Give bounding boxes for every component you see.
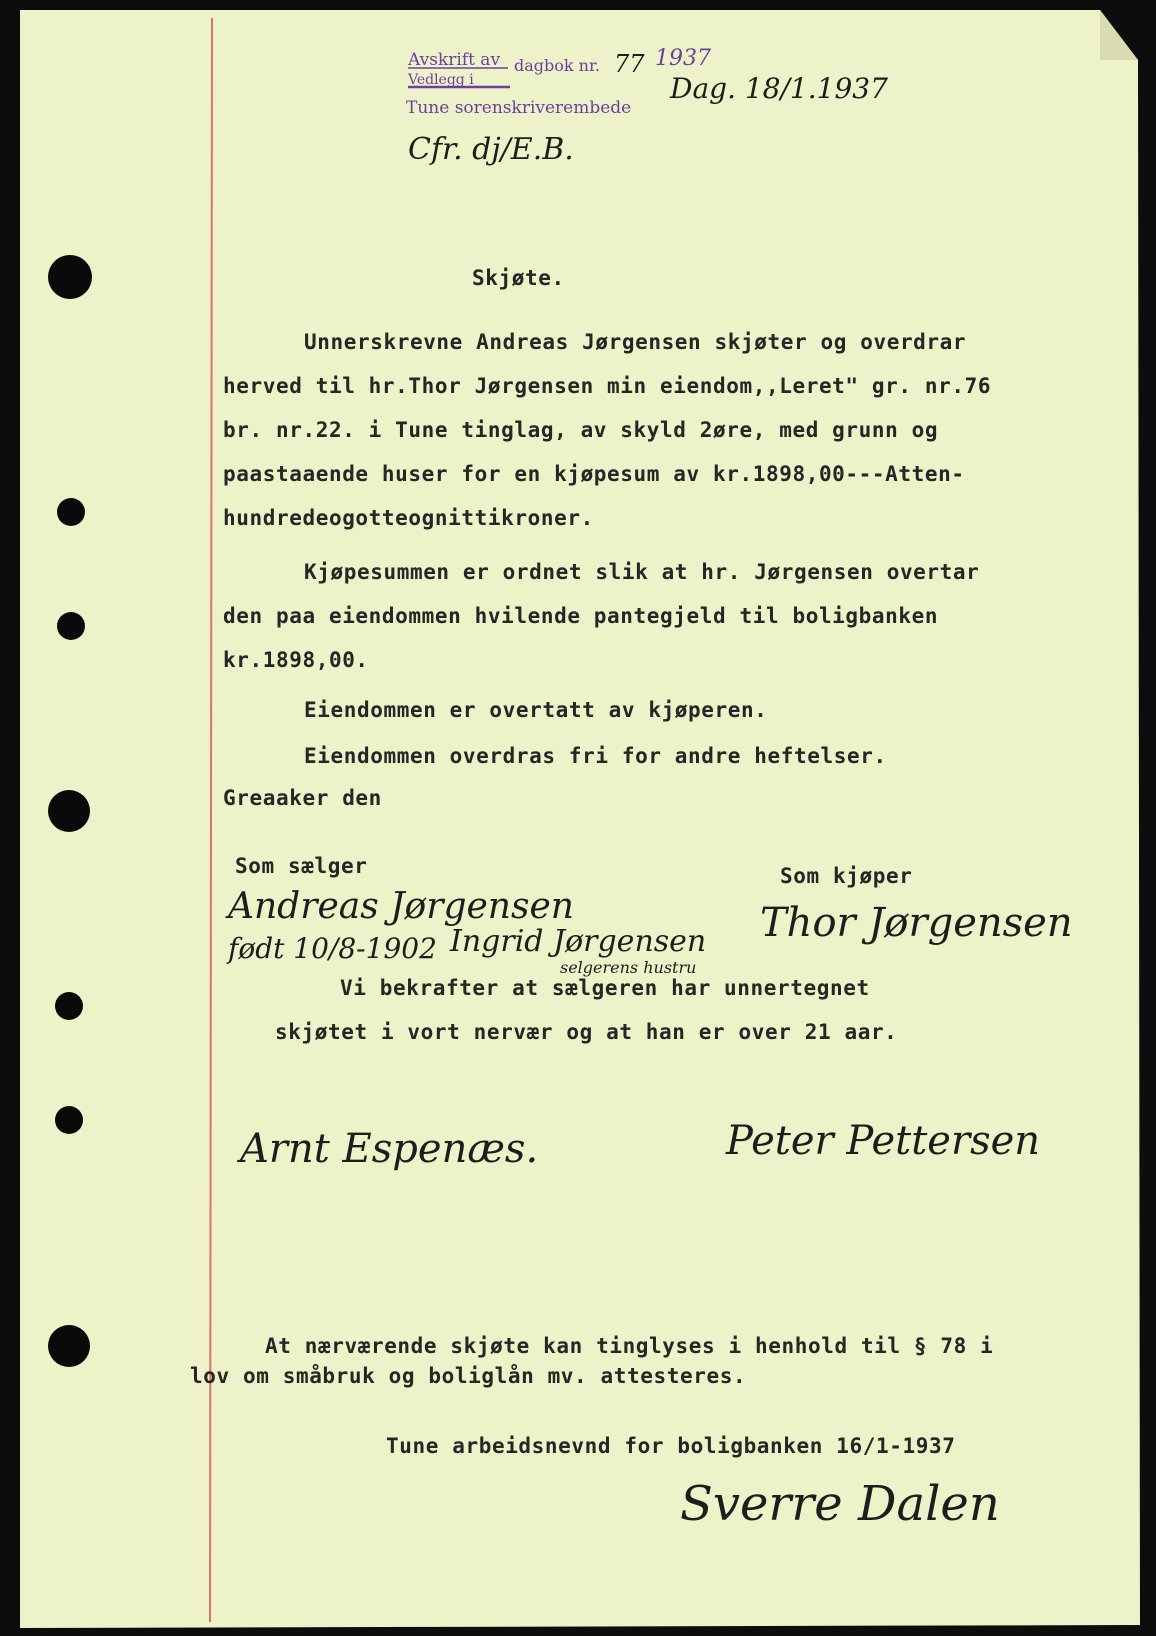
buyer-signature: Thor Jørgensen	[760, 900, 1073, 946]
punch-hole	[57, 612, 85, 640]
body-line: herved til hr.Thor Jørgensen min eiendom,,Leret" gr. nr.76	[223, 374, 992, 398]
punch-hole	[57, 498, 85, 526]
witness-line: Vi bekrafter at sælgeren har unnertegnet	[340, 976, 870, 1000]
dagbok-date: Dag. 18/1.1937	[670, 72, 888, 105]
body-line: Eiendommen er overtatt av kjøperen.	[304, 698, 768, 722]
body-line: den paa eiendommen hvilende pantegjeld til boligbanken	[223, 604, 939, 628]
punch-hole	[55, 1106, 83, 1134]
punch-hole	[48, 1325, 90, 1367]
attest-line: lov om småbruk og boliglån mv. attesteres.	[190, 1364, 747, 1388]
body-line: hundredeogotteognittikroner.	[223, 506, 594, 530]
witness1-signature: Arnt Espenæs.	[240, 1126, 539, 1172]
handwritten-note: Cfr. dj/E.B.	[408, 132, 574, 167]
board-signature: Sverre Dalen	[680, 1476, 1000, 1532]
witness-line: skjøtet i vort nervær og at han er over 21 aar.	[275, 1020, 898, 1044]
stamp-struck-word: Vedlegg i	[408, 72, 474, 88]
witness2-signature: Peter Pettersen	[726, 1118, 1041, 1164]
punch-hole	[48, 255, 92, 299]
body-line: br. nr.22. i Tune tinglag, av skyld 2øre, med grunn og	[223, 418, 939, 442]
body-line: Kjøpesummen er ordnet slik at hr. Jørgensen overtar	[304, 560, 980, 584]
spouse-role-note: selgerens hustru	[560, 958, 697, 977]
document-title: Skjøte.	[472, 266, 565, 290]
stamp-dagbok-label: dagbok nr.	[514, 56, 600, 75]
buyer-label: Som kjøper	[780, 864, 913, 888]
seller-birth-note: født 10/8-1902	[228, 932, 437, 965]
stamp-prefix: Avskrift av	[408, 50, 501, 70]
seller-label: Som sælger	[235, 854, 368, 878]
board-line: Tune arbeidsnevnd for boligbanken 16/1-1937	[386, 1434, 956, 1458]
body-line: kr.1898,00.	[223, 648, 369, 672]
body-line: paastaaende huser for en kjøpesum av kr.1898,00---Atten-	[223, 462, 965, 486]
punch-hole	[55, 992, 83, 1020]
punch-hole	[48, 790, 90, 832]
stamp-office: Tune sorenskriverembede	[406, 98, 632, 118]
attest-line: At nærværende skjøte kan tinglyses i henhold til § 78 i	[265, 1334, 994, 1358]
dagbok-number: 77	[614, 50, 645, 78]
body-line: Unnerskrevne Andreas Jørgensen skjøter og overdrar	[304, 330, 967, 354]
spouse-signature: Ingrid Jørgensen	[450, 924, 707, 959]
body-line: Eiendommen overdras fri for andre heftelser.	[304, 744, 887, 768]
place-line: Greaaker den	[223, 786, 382, 810]
dagbok-year: 1937	[655, 46, 711, 71]
seller-signature: Andreas Jørgensen	[228, 886, 574, 927]
